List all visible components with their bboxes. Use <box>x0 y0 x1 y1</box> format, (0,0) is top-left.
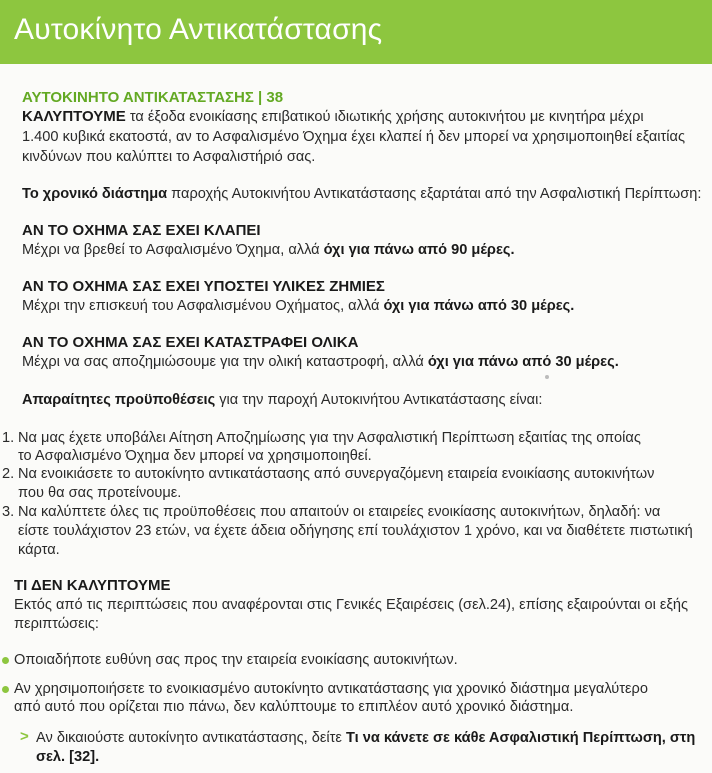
case-2-body: Μέχρι την επισκευή του Ασφαλισμένου Οχήματος, αλλά <box>22 298 384 314</box>
cover-line-1 <box>22 108 694 126</box>
prereq-2-line-2: που θα σας προτείνουμε. <box>18 485 182 501</box>
reference-text: Αν δικαιούστε αυτοκίνητο αντικατάστασης, δείτε <box>36 730 346 746</box>
cover-lead: ΚΑΛΥΠΤΟΥΜΕ <box>22 108 126 125</box>
prereq-1-number: 1. <box>2 430 15 446</box>
prereq-2-number: 2. <box>2 466 15 482</box>
case-1-body: Μέχρι να βρεθεί το Ασφαλισμένο Όχημα, αλλά <box>22 242 324 258</box>
prereq-2-line-1: Να ενοικιάσετε το αυτοκίνητο αντικατάστασης από συνεργαζόμενη εταιρεία ενοικίασης αυτοκινήτων <box>18 466 655 482</box>
bullet-dot-1 <box>2 657 9 664</box>
duration-text: παροχής Αυτοκινήτου Αντικατάστασης εξαρτάται από την Ασφαλιστική Περίπτωση: <box>167 186 702 202</box>
case-3-limit: όχι για πάνω από 30 μέρες. <box>427 354 619 370</box>
case-3-text <box>22 353 619 371</box>
prereq-3-number: 3. <box>2 504 15 520</box>
cover-line-3: κινδύνων που καλύπτει το Ασφαλιστήριό σας. <box>22 149 316 165</box>
prereq-3-line-2: είστε τουλάχιστον 23 ετών, να έχετε άδεια οδήγησης επί τουλάχιστον 1 χρόνο, και να διαθέτετε πιστωτική <box>18 523 693 539</box>
reference-link[interactable]: Τι να κάνετε σε κάθε Ασφαλιστική Περίπτωση, στη <box>345 730 696 746</box>
cover-line-2: 1.400 κυβικά εκατοστά, αν το Ασφαλισμένο Όχημα έχει κλαπεί ή δεν μπορεί να χρησιμοποιηθεί εξαιτίας <box>22 129 685 145</box>
prereq-line <box>22 391 542 409</box>
exclusion-bullet-2-line-1: Αν χρησιμοποιήσετε το ενοικιασμένο αυτοκίνητο αντικατάστασης για χρονικό διάστημα μεγαλύτερο <box>14 681 648 697</box>
duration-lead: Το χρονικό διάστημα <box>22 186 168 202</box>
exclusion-bullet-2-line-2: από αυτό που ορίζεται πιο πάνω, δεν καλύπτουμε το επιπλέον αυτό χρονικό διάστημα. <box>14 699 574 715</box>
prereq-1-line-1: Να μας έχετε υποβάλει Αίτηση Αποζημίωσης για την Ασφαλιστική Περίπτωση εξαιτίας της οποίας <box>18 430 641 446</box>
exclusions-intro-2: περιπτώσεις: <box>14 616 99 632</box>
reference-link-page[interactable]: σελ. [32]. <box>36 749 100 765</box>
reference-line-1 <box>36 729 695 747</box>
case-1-text <box>22 241 515 259</box>
case-3-body: Μέχρι να σας αποζημιώσουμε για την ολική καταστροφή, αλλά <box>22 354 428 370</box>
speck-mark <box>545 375 549 379</box>
duration-line <box>22 185 701 203</box>
cover-text-1: τα έξοδα ενοικίασης επιβατικού ιδιωτικής χρήσης αυτοκινήτου με κινητήρα μέχρι <box>125 109 644 125</box>
case-2-text <box>22 297 574 315</box>
exclusions-title: ΤΙ ΔΕΝ ΚΑΛΥΠΤΟΥΜΕ <box>14 577 171 594</box>
exclusions-intro-1: Εκτός από τις περιπτώσεις που αναφέρονται στις Γενικές Εξαιρέσεις (σελ.24), επίσης εξαιρούνται οι εξής <box>14 597 689 613</box>
bullet-dot-2 <box>2 686 9 693</box>
page-title: Αυτοκίνητο Αντικατάστασης <box>14 13 383 46</box>
case-3-title: ΑΝ ΤΟ ΟΧΗΜΑ ΣΑΣ ΕΧΕΙ ΚΑΤΑΣΤΡΑΦΕΙ ΟΛΙΚΑ <box>22 334 359 351</box>
case-1-title: ΑΝ ΤΟ ΟΧΗΜΑ ΣΑΣ ΕΧΕΙ ΚΛΑΠΕΙ <box>22 222 261 239</box>
exclusion-bullet-1: Οποιαδήποτε ευθύνη σας προς την εταιρεία ενοικίασης αυτοκινήτων. <box>14 652 458 668</box>
title-banner <box>0 0 712 64</box>
prereq-3-line-3: κάρτα. <box>18 542 60 558</box>
prereq-lead: Απαραίτητες προϋποθέσεις <box>22 392 216 408</box>
prereq-text: για την παροχή Αυτοκινήτου Αντικατάστασης είναι: <box>215 392 543 408</box>
section-heading: ΑΥΤΟΚΙΝΗΤΟ ΑΝΤΙΚΑΤΑΣΤΑΣΗΣ | 38 <box>22 89 284 106</box>
prereq-1-line-2: το Ασφαλισμένο Όχημα δεν μπορεί να χρησιμοποιηθεί. <box>18 448 372 464</box>
case-2-title: ΑΝ ΤΟ ΟΧΗΜΑ ΣΑΣ ΕΧΕΙ ΥΠΟΣΤΕΙ ΥΛΙΚΕΣ ΖΗΜΙΕΣ <box>22 278 385 295</box>
case-2-limit: όχι για πάνω από 30 μέρες. <box>383 298 575 314</box>
prereq-3-line-1: Να καλύπτετε όλες τις προϋποθέσεις που απαιτούν οι εταιρείες ενοικίασης αυτοκινήτων, δηλαδή: να <box>18 504 661 520</box>
chevron-right-icon: > <box>20 728 29 745</box>
case-1-limit: όχι για πάνω από 90 μέρες. <box>323 242 515 258</box>
